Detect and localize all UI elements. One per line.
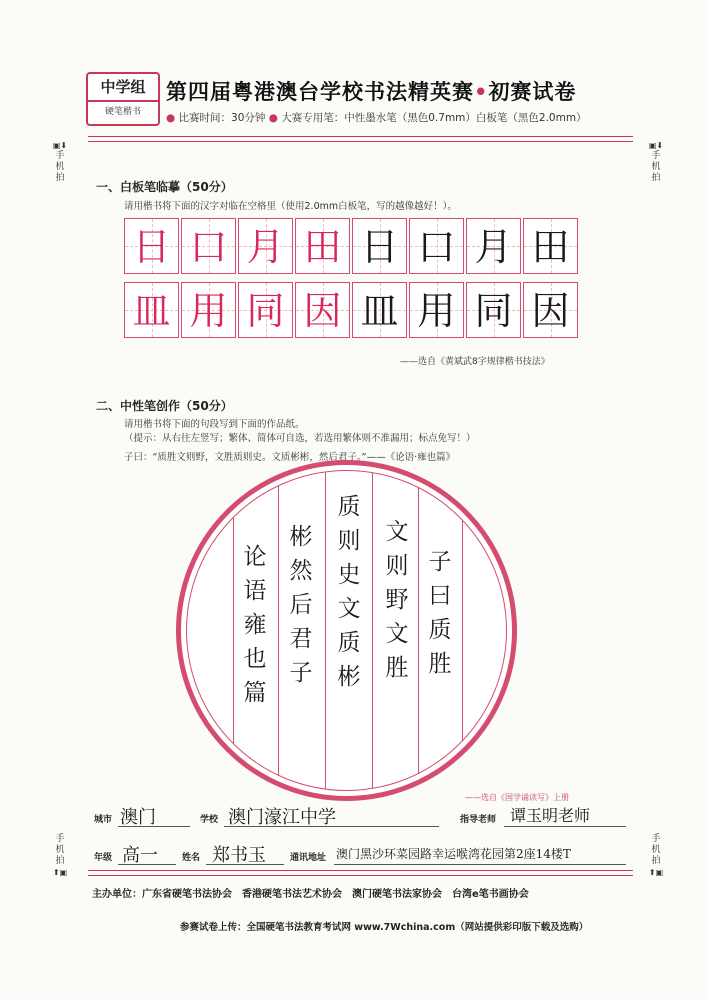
- written-character: 君: [289, 626, 313, 652]
- written-character: 文: [337, 596, 361, 622]
- copy-character: 月: [246, 225, 285, 269]
- column-divider: [233, 518, 234, 744]
- camera-icon: ⬆▣: [52, 868, 68, 877]
- organizers: 主办单位：广东省硬笔书法协会 香港硬笔书法艺术协会 澳门硬笔书法家协会 台湾e笔书画协会: [92, 889, 529, 900]
- written-character: 子: [428, 549, 452, 575]
- copy-character: 口: [189, 225, 228, 269]
- section2-hint: （提示：从右往左竖写；繁体、简体可自选，若选用繁体则不准漏用；标点免写！）: [124, 433, 476, 444]
- grid-cell: [238, 282, 293, 338]
- side-mark-text: 手机拍: [651, 834, 661, 866]
- side-mark-top-right: [648, 140, 664, 184]
- grid-cell: [409, 282, 464, 338]
- grid-cell: [466, 218, 521, 274]
- written-character: 语: [243, 578, 267, 604]
- column-divider: [325, 472, 326, 789]
- written-character: 然: [289, 558, 313, 584]
- camera-icon: ▣⬇: [52, 141, 68, 150]
- teacher-value[interactable]: 谭玉明老师: [510, 806, 591, 825]
- side-mark-text: 手机拍: [55, 834, 65, 866]
- name-value[interactable]: 郑书玉: [212, 845, 266, 866]
- written-character: 日: [360, 225, 399, 269]
- badge-style-label: 硬笔楷书: [104, 107, 141, 117]
- section1-title: 一、白板笔临摹（50分）: [96, 180, 233, 194]
- city-value[interactable]: 澳门: [120, 807, 156, 828]
- written-character: 野: [385, 587, 409, 613]
- written-character: 质: [428, 617, 452, 643]
- side-mark-text: 手机拍: [651, 151, 661, 183]
- copy-character: 同: [246, 289, 285, 333]
- written-character: 则: [385, 553, 409, 579]
- written-character: 质: [337, 630, 361, 656]
- badge-group-label: 中学组: [88, 74, 158, 102]
- section2-title: 二、中性笔创作（50分）: [96, 399, 233, 413]
- grid-cell: [295, 218, 350, 274]
- grade-label: 年级: [94, 853, 113, 863]
- written-character: 曰: [428, 583, 452, 609]
- address-line: [334, 864, 626, 865]
- written-character: 胜: [428, 651, 452, 677]
- quote-text: 子曰：“质胜文则野，文胜质则史。文质彬彬，然后君子。”——《论语·雍也篇》: [124, 452, 456, 463]
- written-character: 雍: [243, 612, 267, 638]
- grid-cell: [352, 218, 407, 274]
- written-character: 口: [417, 225, 456, 269]
- title-dot: •: [474, 80, 489, 104]
- written-character: 皿: [360, 289, 399, 333]
- column-divider: [372, 473, 373, 789]
- grid-cell: [124, 218, 179, 274]
- grid-cell: [523, 282, 578, 338]
- grid-cell: [238, 218, 293, 274]
- written-character: 子: [289, 660, 313, 686]
- written-character: 胜: [385, 655, 409, 681]
- written-character: 因: [531, 289, 570, 333]
- grade-value[interactable]: 高一: [122, 845, 158, 866]
- page-title: [166, 76, 576, 106]
- written-character: 彬: [289, 524, 313, 550]
- bullet-icon: ●: [268, 112, 278, 124]
- copy-character: 皿: [132, 289, 171, 333]
- written-character: 质: [337, 494, 361, 520]
- copy-character: 用: [189, 289, 228, 333]
- bullet-icon: ●: [166, 112, 176, 124]
- copy-character: 田: [303, 225, 342, 269]
- teacher-label: 指导老师: [460, 815, 497, 825]
- header-divider: [88, 136, 633, 137]
- title-tail: 初赛试卷: [488, 80, 577, 104]
- footer-divider: [88, 875, 633, 876]
- exam-pen: 大赛专用笔：中性墨水笔（黑色0.7mm）白板笔（黑色2.0mm）: [281, 112, 587, 124]
- copy-character: 因: [303, 289, 342, 333]
- header-divider: [88, 141, 633, 142]
- written-character: 论: [243, 544, 267, 570]
- column-divider: [418, 487, 419, 773]
- grid-source: ——选自《黄斌武8字规律楷书技法》: [400, 357, 550, 367]
- name-label: 姓名: [182, 853, 201, 863]
- side-mark-top-left: [52, 140, 68, 184]
- group-badge: [86, 72, 160, 126]
- written-character: 后: [289, 592, 313, 618]
- teacher-line: [504, 826, 626, 827]
- address-label: 通讯地址: [290, 853, 327, 863]
- side-mark-text: 手机拍: [55, 151, 65, 183]
- written-character: 文: [385, 519, 409, 545]
- section2-instruction: 请用楷书将下面的句段写到下面的作品纸。: [124, 419, 305, 430]
- side-mark-bottom-right: [648, 834, 664, 878]
- written-character: 史: [337, 562, 361, 588]
- camera-icon: ▣⬇: [648, 141, 664, 150]
- artwork-column: [425, 545, 455, 681]
- title-main: 第四届粤港澳台学校书法精英赛: [166, 80, 474, 104]
- written-character: 也: [243, 646, 267, 672]
- written-character: 月: [474, 225, 513, 269]
- footer-divider: [88, 870, 633, 871]
- city-label: 城市: [94, 815, 113, 825]
- column-divider: [278, 486, 279, 775]
- exam-time: 比赛时间：30分钟: [178, 112, 266, 124]
- written-character: 同: [474, 289, 513, 333]
- grid-cell: [352, 282, 407, 338]
- artwork-source: ——选自《国学诵读写》上册: [465, 793, 569, 802]
- artwork-column: [240, 540, 270, 710]
- school-label: 学校: [200, 815, 219, 825]
- written-character: 文: [385, 621, 409, 647]
- school-value[interactable]: 澳门濠江中学: [228, 807, 336, 828]
- grid-cell: [124, 282, 179, 338]
- written-character: 篇: [243, 680, 267, 706]
- section1-instruction: 请用楷书将下面的汉字对临在空格里（使用2.0mm白板笔，写的越像越好！）。: [124, 201, 457, 212]
- exam-info: [166, 110, 587, 125]
- written-character: 彬: [337, 664, 361, 690]
- grid-cell: [523, 218, 578, 274]
- grid-cell: [181, 282, 236, 338]
- grid-cell: [181, 218, 236, 274]
- artwork-column: [382, 515, 412, 685]
- written-character: 用: [417, 289, 456, 333]
- written-character: 田: [531, 225, 570, 269]
- artwork-column: [286, 520, 316, 690]
- camera-icon: ⬆▣: [648, 868, 664, 877]
- grid-cell: [295, 282, 350, 338]
- copy-character: 日: [132, 225, 171, 269]
- artwork-column: [334, 490, 364, 694]
- column-divider: [462, 520, 463, 741]
- grid-cell: [409, 218, 464, 274]
- written-character: 则: [337, 528, 361, 554]
- address-value[interactable]: 澳门黑沙环菜园路幸运喉湾花园第2座14楼T: [336, 847, 571, 861]
- side-mark-bottom-left: [52, 834, 68, 878]
- grid-cell: [466, 282, 521, 338]
- upload-note: 参赛试卷上传：全国硬笔书法教育考试网 www.7Wchina.com（网站提供彩印版下载及选购）: [180, 922, 589, 933]
